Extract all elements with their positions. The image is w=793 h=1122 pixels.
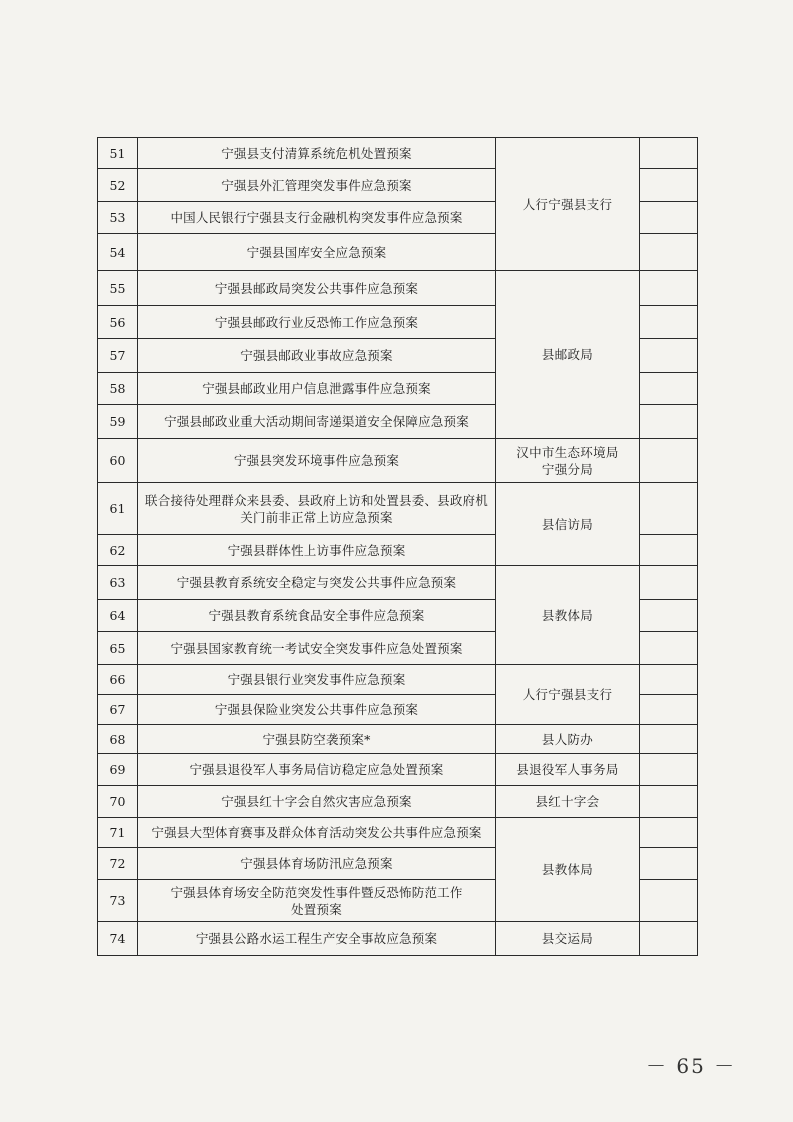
plan-name: 宁强县教育系统食品安全事件应急预案 xyxy=(138,600,496,632)
plan-name: 宁强县银行业突发事件应急预案 xyxy=(138,665,496,695)
row-number: 61 xyxy=(98,483,138,535)
remarks-cell xyxy=(640,535,698,566)
plan-name: 宁强县防空袭预案* xyxy=(138,725,496,754)
remarks-cell xyxy=(640,405,698,439)
table-row xyxy=(98,483,698,535)
row-number: 70 xyxy=(98,786,138,818)
plan-name: 宁强县体育场安全防范突发性事件暨反恐怖防范工作处置预案 xyxy=(138,880,496,922)
plan-name: 宁强县邮政业用户信息泄露事件应急预案 xyxy=(138,373,496,405)
table-row xyxy=(98,725,698,754)
plan-name: 宁强县体育场防汛应急预案 xyxy=(138,848,496,880)
remarks-cell xyxy=(640,234,698,271)
plan-name: 宁强县教育系统安全稳定与突发公共事件应急预案 xyxy=(138,566,496,600)
remarks-cell xyxy=(640,169,698,202)
table-row xyxy=(98,665,698,695)
responsible-dept: 县交运局 xyxy=(496,922,640,956)
row-number: 64 xyxy=(98,600,138,632)
row-number: 51 xyxy=(98,138,138,169)
remarks-cell xyxy=(640,665,698,695)
remarks-cell xyxy=(640,880,698,922)
remarks-cell xyxy=(640,725,698,754)
plan-name: 宁强县邮政业重大活动期间寄递渠道安全保障应急预案 xyxy=(138,405,496,439)
responsible-dept: 县红十字会 xyxy=(496,786,640,818)
row-number: 57 xyxy=(98,339,138,373)
responsible-dept: 县人防办 xyxy=(496,725,640,754)
row-number: 67 xyxy=(98,695,138,725)
remarks-cell xyxy=(640,483,698,535)
responsible-dept: 汉中市生态环境局宁强分局 xyxy=(496,439,640,483)
table-row xyxy=(98,922,698,956)
remarks-cell xyxy=(640,566,698,600)
row-number: 58 xyxy=(98,373,138,405)
row-number: 72 xyxy=(98,848,138,880)
responsible-dept: 人行宁强县支行 xyxy=(496,138,640,271)
table-row xyxy=(98,818,698,848)
row-number: 54 xyxy=(98,234,138,271)
plan-name: 宁强县邮政行业反恐怖工作应急预案 xyxy=(138,306,496,339)
responsible-dept: 县教体局 xyxy=(496,566,640,665)
remarks-cell xyxy=(640,922,698,956)
row-number: 66 xyxy=(98,665,138,695)
row-number: 63 xyxy=(98,566,138,600)
remarks-cell xyxy=(640,848,698,880)
plan-name: 宁强县公路水运工程生产安全事故应急预案 xyxy=(138,922,496,956)
row-number: 52 xyxy=(98,169,138,202)
plan-table xyxy=(97,137,698,956)
responsible-dept: 县教体局 xyxy=(496,818,640,922)
remarks-cell xyxy=(640,439,698,483)
plan-name: 宁强县邮政局突发公共事件应急预案 xyxy=(138,271,496,306)
remarks-cell xyxy=(640,138,698,169)
responsible-dept: 人行宁强县支行 xyxy=(496,665,640,725)
plan-name: 宁强县突发环境事件应急预案 xyxy=(138,439,496,483)
table-row xyxy=(98,566,698,600)
page-number: － 65 － xyxy=(646,1054,737,1078)
row-number: 60 xyxy=(98,439,138,483)
remarks-cell xyxy=(640,818,698,848)
row-number: 71 xyxy=(98,818,138,848)
remarks-cell xyxy=(640,632,698,665)
plan-name: 中国人民银行宁强县支行金融机构突发事件应急预案 xyxy=(138,202,496,234)
row-number: 65 xyxy=(98,632,138,665)
responsible-dept: 县退役军人事务局 xyxy=(496,754,640,786)
plan-name: 宁强县支付清算系统危机处置预案 xyxy=(138,138,496,169)
plan-name: 宁强县邮政业事故应急预案 xyxy=(138,339,496,373)
remarks-cell xyxy=(640,600,698,632)
responsible-dept: 县信访局 xyxy=(496,483,640,566)
table-row xyxy=(98,439,698,483)
remarks-cell xyxy=(640,339,698,373)
remarks-cell xyxy=(640,754,698,786)
row-number: 68 xyxy=(98,725,138,754)
plan-name: 宁强县大型体育赛事及群众体育活动突发公共事件应急预案 xyxy=(138,818,496,848)
remarks-cell xyxy=(640,695,698,725)
remarks-cell xyxy=(640,271,698,306)
responsible-dept: 县邮政局 xyxy=(496,271,640,439)
row-number: 62 xyxy=(98,535,138,566)
row-number: 56 xyxy=(98,306,138,339)
row-number: 73 xyxy=(98,880,138,922)
plan-name: 宁强县退役军人事务局信访稳定应急处置预案 xyxy=(138,754,496,786)
table-row xyxy=(98,271,698,306)
remarks-cell xyxy=(640,306,698,339)
plan-name: 宁强县国家教育统一考试安全突发事件应急处置预案 xyxy=(138,632,496,665)
row-number: 53 xyxy=(98,202,138,234)
table-row xyxy=(98,786,698,818)
plan-name: 宁强县国库安全应急预案 xyxy=(138,234,496,271)
plan-name: 联合接待处理群众来县委、县政府上访和处置县委、县政府机关门前非正常上访应急预案 xyxy=(138,483,496,535)
plan-name: 宁强县保险业突发公共事件应急预案 xyxy=(138,695,496,725)
row-number: 59 xyxy=(98,405,138,439)
plan-name: 宁强县外汇管理突发事件应急预案 xyxy=(138,169,496,202)
row-number: 74 xyxy=(98,922,138,956)
remarks-cell xyxy=(640,202,698,234)
plan-name: 宁强县红十字会自然灾害应急预案 xyxy=(138,786,496,818)
table-row xyxy=(98,754,698,786)
table-row xyxy=(98,138,698,169)
remarks-cell xyxy=(640,786,698,818)
row-number: 55 xyxy=(98,271,138,306)
remarks-cell xyxy=(640,373,698,405)
plan-name: 宁强县群体性上访事件应急预案 xyxy=(138,535,496,566)
row-number: 69 xyxy=(98,754,138,786)
